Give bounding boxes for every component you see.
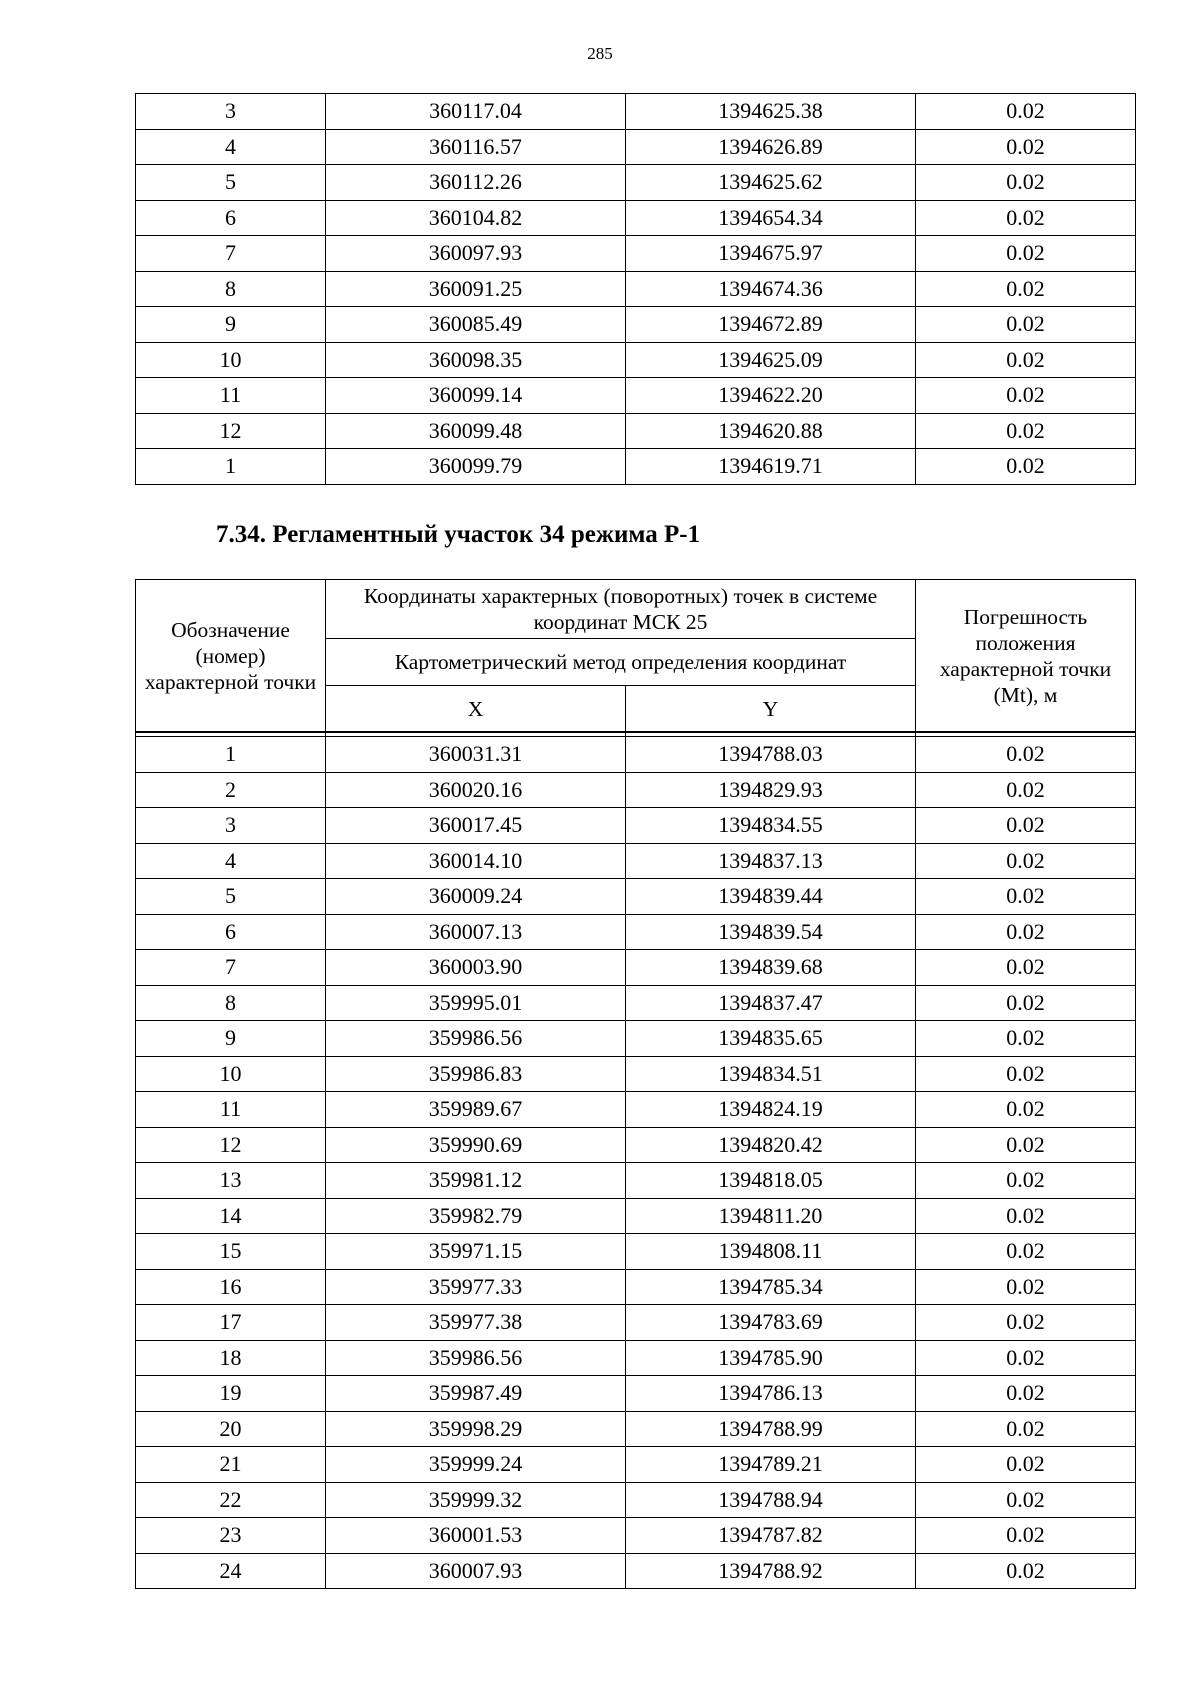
y-coordinate-cell: 1394788.99 — [626, 1411, 916, 1447]
accuracy-cell: 0.02 — [916, 449, 1136, 485]
y-coordinate-cell: 1394788.03 — [626, 737, 916, 773]
point-number-cell: 16 — [136, 1269, 326, 1305]
table-row — [136, 1447, 1136, 1483]
y-coordinate-cell: 1394824.19 — [626, 1092, 916, 1128]
table-row — [136, 985, 1136, 1021]
y-coordinate-cell: 1394788.94 — [626, 1482, 916, 1518]
x-coordinate-cell: 359999.32 — [326, 1482, 626, 1518]
x-coordinate-cell: 360001.53 — [326, 1518, 626, 1554]
table-row — [136, 808, 1136, 844]
x-coordinate-cell: 359986.56 — [326, 1021, 626, 1057]
y-coordinate-cell: 1394786.13 — [626, 1376, 916, 1412]
page-number: 285 — [587, 44, 613, 63]
accuracy-cell: 0.02 — [916, 307, 1136, 343]
table-row — [136, 94, 1136, 130]
accuracy-cell: 0.02 — [916, 200, 1136, 236]
x-coordinate-cell: 360097.93 — [326, 236, 626, 272]
accuracy-cell: 0.02 — [916, 94, 1136, 130]
coordinates-table — [135, 579, 1136, 1589]
point-number-cell: 7 — [136, 236, 326, 272]
table-row — [136, 129, 1136, 165]
point-number-cell: 20 — [136, 1411, 326, 1447]
point-number-cell: 1 — [136, 737, 326, 773]
y-coordinate-cell: 1394837.47 — [626, 985, 916, 1021]
y-coordinate-cell: 1394829.93 — [626, 772, 916, 808]
x-coordinate-cell: 359986.83 — [326, 1056, 626, 1092]
header-x: X — [326, 686, 626, 733]
point-number-cell: 5 — [136, 879, 326, 915]
point-number-cell: 7 — [136, 950, 326, 986]
y-coordinate-cell: 1394622.20 — [626, 378, 916, 414]
point-number-cell: 4 — [136, 129, 326, 165]
table-row — [136, 449, 1136, 485]
point-number-cell: 9 — [136, 307, 326, 343]
x-coordinate-cell: 359995.01 — [326, 985, 626, 1021]
point-number-cell: 10 — [136, 342, 326, 378]
x-coordinate-cell: 359982.79 — [326, 1198, 626, 1234]
table-row — [136, 200, 1136, 236]
y-coordinate-cell: 1394839.54 — [626, 914, 916, 950]
header-designation: Обозначение (номер) характерной точки — [136, 580, 326, 733]
y-coordinate-cell: 1394835.65 — [626, 1021, 916, 1057]
table-row — [136, 1269, 1136, 1305]
x-coordinate-cell: 360112.26 — [326, 165, 626, 201]
accuracy-cell: 0.02 — [916, 1056, 1136, 1092]
table-row — [136, 1163, 1136, 1199]
y-coordinate-cell: 1394811.20 — [626, 1198, 916, 1234]
accuracy-cell: 0.02 — [916, 1092, 1136, 1128]
x-coordinate-cell: 360007.13 — [326, 914, 626, 950]
y-coordinate-cell: 1394820.42 — [626, 1127, 916, 1163]
point-number-cell: 24 — [136, 1553, 326, 1589]
x-coordinate-cell: 360099.48 — [326, 413, 626, 449]
accuracy-cell: 0.02 — [916, 1269, 1136, 1305]
x-coordinate-cell: 360099.14 — [326, 378, 626, 414]
y-coordinate-cell: 1394625.62 — [626, 165, 916, 201]
accuracy-cell: 0.02 — [916, 236, 1136, 272]
accuracy-cell: 0.02 — [916, 1305, 1136, 1341]
point-number-cell: 18 — [136, 1340, 326, 1376]
accuracy-cell: 0.02 — [916, 1340, 1136, 1376]
point-number-cell: 15 — [136, 1234, 326, 1270]
x-coordinate-cell: 360104.82 — [326, 200, 626, 236]
accuracy-cell: 0.02 — [916, 1234, 1136, 1270]
y-coordinate-cell: 1394839.68 — [626, 950, 916, 986]
point-number-cell: 4 — [136, 843, 326, 879]
y-coordinate-cell: 1394785.34 — [626, 1269, 916, 1305]
accuracy-cell: 0.02 — [916, 1482, 1136, 1518]
accuracy-cell: 0.02 — [916, 843, 1136, 879]
x-coordinate-cell: 360031.31 — [326, 737, 626, 773]
x-coordinate-cell: 359987.49 — [326, 1376, 626, 1412]
point-number-cell: 2 — [136, 772, 326, 808]
point-number-cell: 8 — [136, 985, 326, 1021]
accuracy-cell: 0.02 — [916, 950, 1136, 986]
table-row — [136, 378, 1136, 414]
x-coordinate-cell: 359977.38 — [326, 1305, 626, 1341]
accuracy-cell: 0.02 — [916, 413, 1136, 449]
x-coordinate-cell: 359986.56 — [326, 1340, 626, 1376]
accuracy-cell: 0.02 — [916, 1553, 1136, 1589]
accuracy-cell: 0.02 — [916, 985, 1136, 1021]
table-row — [136, 342, 1136, 378]
point-number-cell: 22 — [136, 1482, 326, 1518]
accuracy-cell: 0.02 — [916, 737, 1136, 773]
point-number-cell: 13 — [136, 1163, 326, 1199]
y-coordinate-cell: 1394834.51 — [626, 1056, 916, 1092]
table-row — [136, 1553, 1136, 1589]
accuracy-cell: 0.02 — [916, 914, 1136, 950]
point-number-cell: 8 — [136, 271, 326, 307]
y-coordinate-cell: 1394625.09 — [626, 342, 916, 378]
table-row — [136, 1056, 1136, 1092]
table-row — [136, 1198, 1136, 1234]
point-number-cell: 19 — [136, 1376, 326, 1412]
accuracy-cell: 0.02 — [916, 1411, 1136, 1447]
y-coordinate-cell: 1394788.92 — [626, 1553, 916, 1589]
x-coordinate-cell: 360020.16 — [326, 772, 626, 808]
accuracy-cell: 0.02 — [916, 1163, 1136, 1199]
accuracy-cell: 0.02 — [916, 342, 1136, 378]
y-coordinate-cell: 1394675.97 — [626, 236, 916, 272]
table-row — [136, 1376, 1136, 1412]
y-coordinate-cell: 1394619.71 — [626, 449, 916, 485]
table-row — [136, 1127, 1136, 1163]
accuracy-cell: 0.02 — [916, 1127, 1136, 1163]
point-number-cell: 6 — [136, 200, 326, 236]
table-row — [136, 1305, 1136, 1341]
table-row — [136, 271, 1136, 307]
x-coordinate-cell: 360085.49 — [326, 307, 626, 343]
x-coordinate-cell: 360099.79 — [326, 449, 626, 485]
y-coordinate-cell: 1394787.82 — [626, 1518, 916, 1554]
coordinates-table-continued — [135, 93, 1136, 485]
y-coordinate-cell: 1394783.69 — [626, 1305, 916, 1341]
table-row — [136, 1482, 1136, 1518]
point-number-cell: 12 — [136, 413, 326, 449]
point-number-cell: 14 — [136, 1198, 326, 1234]
header-coordinates-title: Координаты характерных (поворотных) точек в системе координат МСК 25 — [326, 580, 916, 639]
x-coordinate-cell: 359981.12 — [326, 1163, 626, 1199]
x-coordinate-cell: 360098.35 — [326, 342, 626, 378]
point-number-cell: 3 — [136, 94, 326, 130]
accuracy-cell: 0.02 — [916, 879, 1136, 915]
accuracy-cell: 0.02 — [916, 1198, 1136, 1234]
accuracy-cell: 0.02 — [916, 378, 1136, 414]
header-accuracy: Погрешность положения характерной точки (Mt), м — [916, 580, 1136, 733]
point-number-cell: 3 — [136, 808, 326, 844]
accuracy-cell: 0.02 — [916, 165, 1136, 201]
table-row — [136, 1411, 1136, 1447]
point-number-cell: 9 — [136, 1021, 326, 1057]
accuracy-cell: 0.02 — [916, 772, 1136, 808]
table-row — [136, 1340, 1136, 1376]
x-coordinate-cell: 360007.93 — [326, 1553, 626, 1589]
point-number-cell: 5 — [136, 165, 326, 201]
x-coordinate-cell: 360117.04 — [326, 94, 626, 130]
y-coordinate-cell: 1394654.34 — [626, 200, 916, 236]
point-number-cell: 21 — [136, 1447, 326, 1483]
header-method: Картометрический метод определения координат — [326, 639, 916, 686]
x-coordinate-cell: 359999.24 — [326, 1447, 626, 1483]
y-coordinate-cell: 1394672.89 — [626, 307, 916, 343]
point-number-cell: 12 — [136, 1127, 326, 1163]
y-coordinate-cell: 1394620.88 — [626, 413, 916, 449]
point-number-cell: 11 — [136, 1092, 326, 1128]
table-row — [136, 413, 1136, 449]
table-row — [136, 1518, 1136, 1554]
table-row — [136, 1234, 1136, 1270]
table-row — [136, 843, 1136, 879]
point-number-cell: 10 — [136, 1056, 326, 1092]
y-coordinate-cell: 1394818.05 — [626, 1163, 916, 1199]
x-coordinate-cell: 360003.90 — [326, 950, 626, 986]
accuracy-cell: 0.02 — [916, 1376, 1136, 1412]
x-coordinate-cell: 359971.15 — [326, 1234, 626, 1270]
x-coordinate-cell: 360017.45 — [326, 808, 626, 844]
x-coordinate-cell: 360091.25 — [326, 271, 626, 307]
y-coordinate-cell: 1394839.44 — [626, 879, 916, 915]
y-coordinate-cell: 1394789.21 — [626, 1447, 916, 1483]
header-y: Y — [626, 686, 916, 733]
table-row — [136, 307, 1136, 343]
table-row — [136, 236, 1136, 272]
y-coordinate-cell: 1394674.36 — [626, 271, 916, 307]
x-coordinate-cell: 360014.10 — [326, 843, 626, 879]
x-coordinate-cell: 360116.57 — [326, 129, 626, 165]
point-number-cell: 11 — [136, 378, 326, 414]
y-coordinate-cell: 1394837.13 — [626, 843, 916, 879]
point-number-cell: 6 — [136, 914, 326, 950]
accuracy-cell: 0.02 — [916, 1518, 1136, 1554]
table-header — [136, 580, 1136, 737]
x-coordinate-cell: 359989.67 — [326, 1092, 626, 1128]
table-row — [136, 914, 1136, 950]
table-body — [136, 737, 1136, 1589]
accuracy-cell: 0.02 — [916, 271, 1136, 307]
y-coordinate-cell: 1394785.90 — [626, 1340, 916, 1376]
y-coordinate-cell: 1394834.55 — [626, 808, 916, 844]
section-heading: 7.34. Регламентный участок 34 режима Р-1 — [216, 521, 701, 548]
y-coordinate-cell: 1394625.38 — [626, 94, 916, 130]
table-row — [136, 1092, 1136, 1128]
x-coordinate-cell: 360009.24 — [326, 879, 626, 915]
table-row — [136, 950, 1136, 986]
table-body — [136, 94, 1136, 485]
point-number-cell: 1 — [136, 449, 326, 485]
accuracy-cell: 0.02 — [916, 129, 1136, 165]
table-row — [136, 165, 1136, 201]
y-coordinate-cell: 1394626.89 — [626, 129, 916, 165]
accuracy-cell: 0.02 — [916, 1447, 1136, 1483]
x-coordinate-cell: 359990.69 — [326, 1127, 626, 1163]
table-row — [136, 737, 1136, 773]
accuracy-cell: 0.02 — [916, 808, 1136, 844]
x-coordinate-cell: 359977.33 — [326, 1269, 626, 1305]
accuracy-cell: 0.02 — [916, 1021, 1136, 1057]
x-coordinate-cell: 359998.29 — [326, 1411, 626, 1447]
table-row — [136, 1021, 1136, 1057]
point-number-cell: 17 — [136, 1305, 326, 1341]
table-row — [136, 879, 1136, 915]
table-row — [136, 772, 1136, 808]
point-number-cell: 23 — [136, 1518, 326, 1554]
y-coordinate-cell: 1394808.11 — [626, 1234, 916, 1270]
